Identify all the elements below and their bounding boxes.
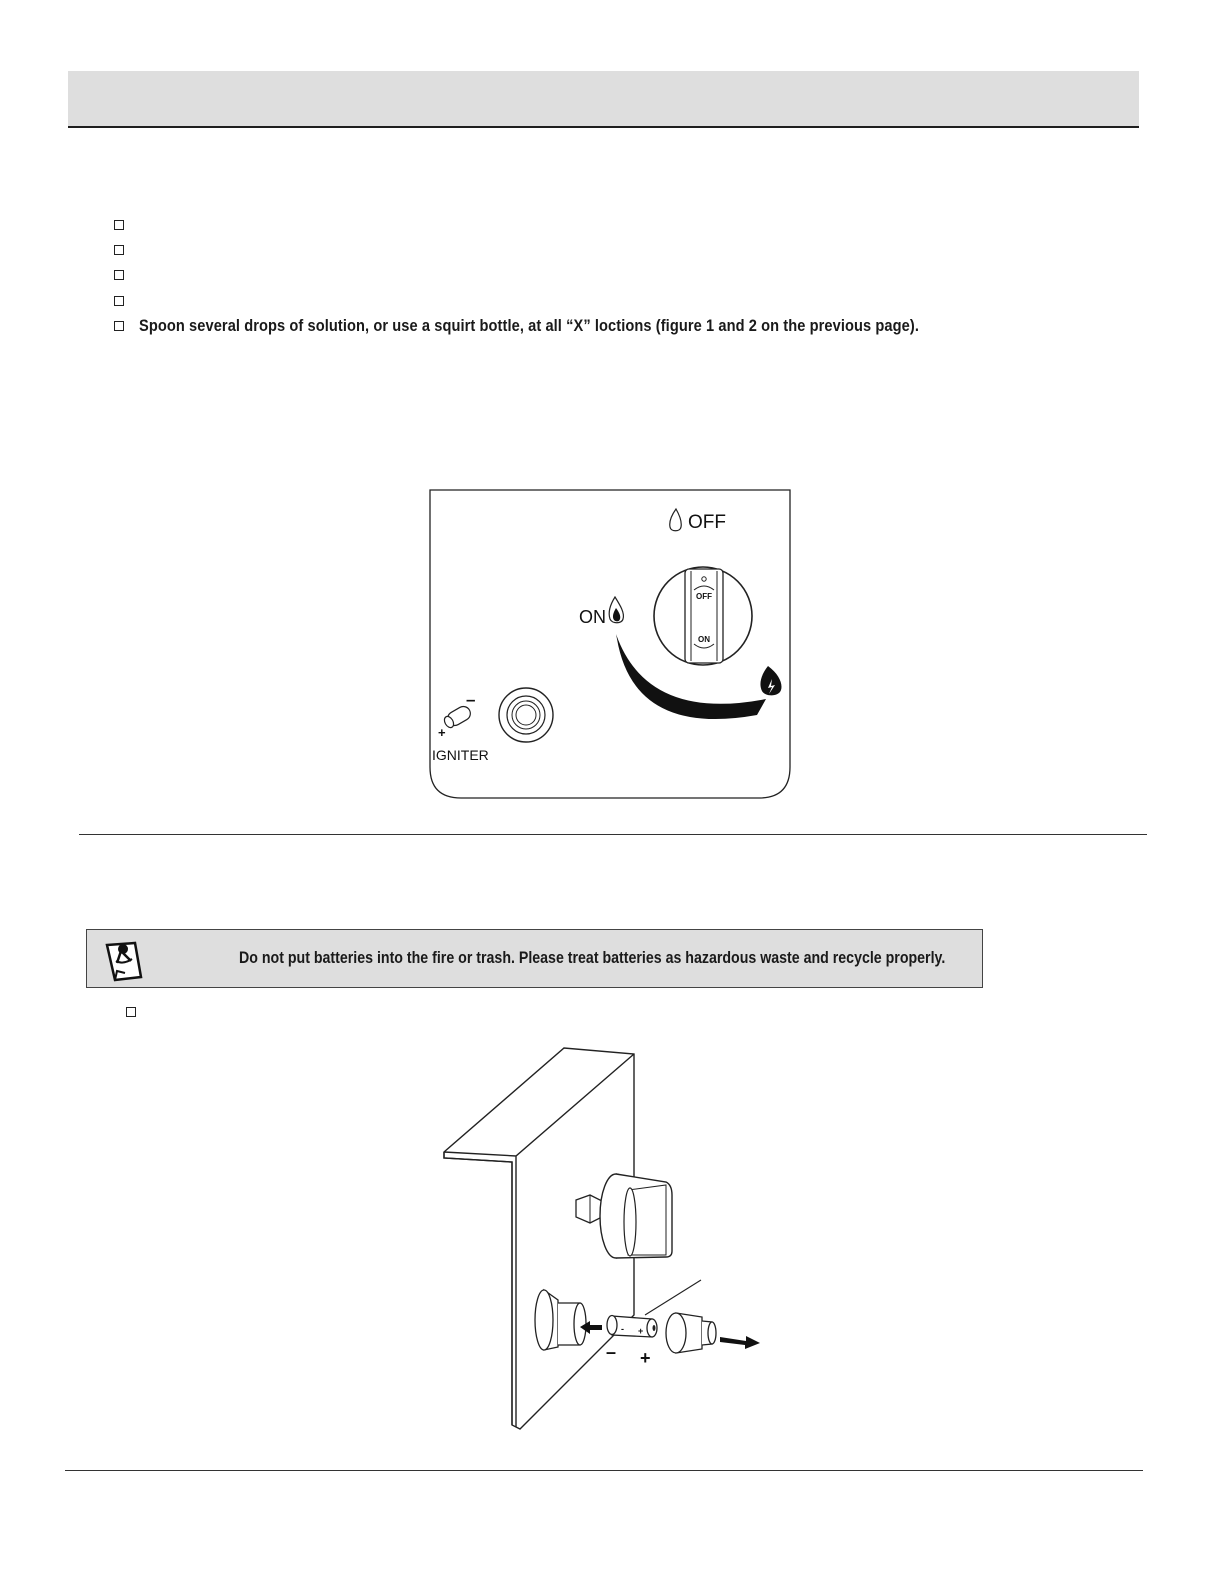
checklist-item: [114, 212, 1114, 237]
igniter-cap: [666, 1313, 716, 1353]
off-label: OFF: [688, 512, 726, 533]
checklist-item: [114, 288, 1114, 313]
battery-checklist-item: [126, 1006, 151, 1018]
checkbox[interactable]: [114, 220, 124, 230]
checklist-item: [114, 263, 1114, 288]
checklist-item-text: Spoon several drops of solution, or use a squirt bottle, at all “X” loctions (figure 1 and 2 on the previous page).: [139, 315, 919, 335]
checkbox[interactable]: [114, 270, 124, 280]
checkbox[interactable]: [114, 296, 124, 306]
battery-minus-mark: -: [621, 1324, 624, 1334]
battery-note-box: [86, 929, 983, 988]
igniter-button[interactable]: [499, 688, 553, 742]
knob-off-label: OFF: [696, 592, 712, 601]
note-pin-icon: [101, 935, 149, 983]
leader-line: [645, 1280, 701, 1315]
section-divider: [79, 834, 1147, 835]
leak-test-checklist: [114, 212, 1114, 338]
battery-plus-mark: +: [638, 1326, 644, 1336]
igniter-minus-sign: –: [466, 690, 476, 709]
footer-divider: [65, 1470, 1143, 1471]
right-arrow-icon: [720, 1336, 760, 1349]
knob-on-label: ON: [698, 635, 710, 644]
igniter-plus-sign: +: [438, 725, 446, 740]
control-knob[interactable]: [654, 567, 752, 665]
hex-nut: [576, 1195, 602, 1223]
note-text: Do not put batteries into the fire or trash. Please treat batteries as hazardous waste and recycle properly.: [239, 949, 946, 967]
section-header-band: [68, 71, 1139, 128]
control-knob-3d: [600, 1174, 672, 1258]
control-panel-figure: [429, 489, 793, 801]
aa-battery: [607, 1316, 657, 1338]
battery-replacement-figure: [440, 1045, 780, 1435]
on-label: ON: [579, 607, 606, 627]
checkbox[interactable]: [114, 321, 124, 331]
checkbox[interactable]: [126, 1007, 136, 1017]
checkbox[interactable]: [114, 245, 124, 255]
checklist-item: [114, 237, 1114, 262]
igniter-label: IGNITER: [432, 747, 489, 763]
plus-terminal-label: +: [640, 1348, 651, 1368]
minus-terminal-label: –: [606, 1342, 617, 1362]
checklist-item: [114, 313, 1114, 338]
